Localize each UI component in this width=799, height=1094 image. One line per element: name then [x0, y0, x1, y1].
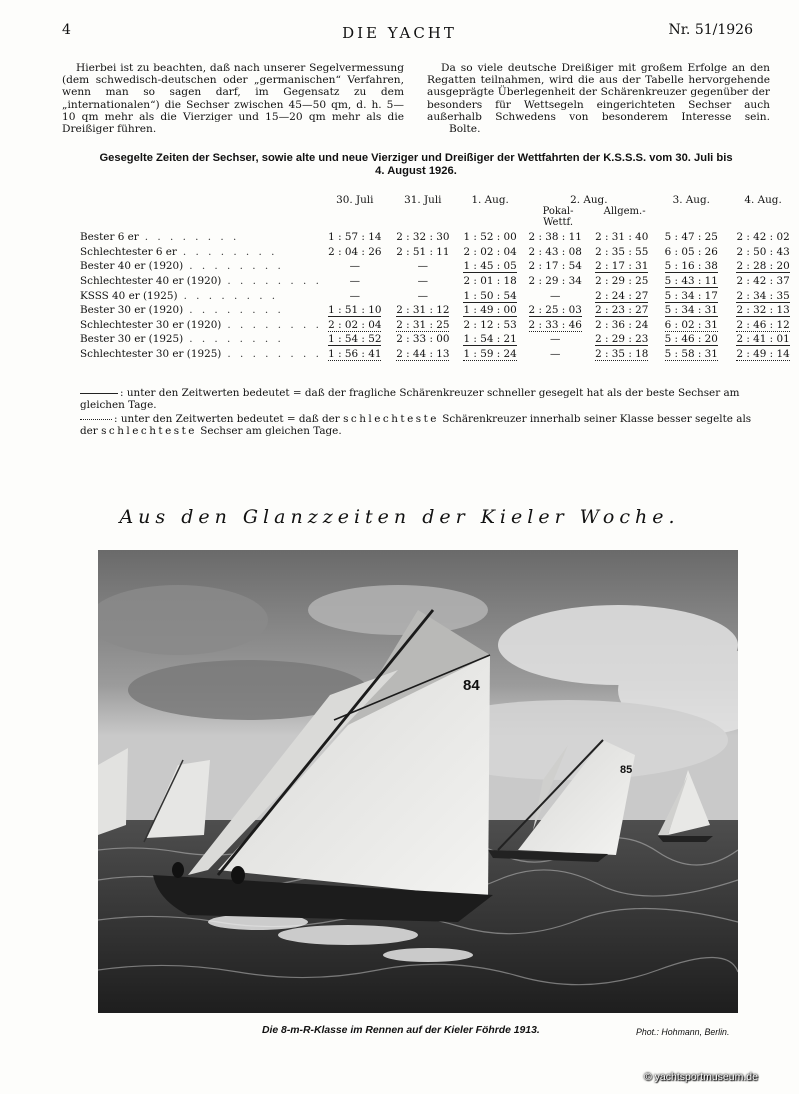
- table-row: [80, 259, 799, 274]
- sail-number-85: 85: [620, 764, 633, 776]
- time-value: 2 : 17 : 31: [595, 260, 649, 273]
- photo-caption: Die 8-m-R-Klasse im Rennen auf der Kieler Föhrde 1913.: [262, 1025, 540, 1036]
- time-cell: [322, 318, 388, 333]
- row-label: [80, 259, 322, 274]
- time-value: 2 : 38 : 11: [528, 231, 582, 244]
- legend-note-underline-text: unter den Zeitwerten bedeutet = daß der fragliche Schärenkreuzer schneller gesegelt hat als der beste Sechser am gleichen Tage.: [80, 387, 740, 411]
- time-cell: [588, 259, 655, 274]
- header-allgem: Allgem.-: [603, 206, 646, 217]
- header-2-aug-label: 2. Aug.: [570, 194, 608, 206]
- crew-member: [172, 862, 184, 878]
- time-value: 2 : 12 : 53: [463, 318, 517, 331]
- time-cell: [388, 245, 458, 260]
- solid-underline-sample: [80, 393, 118, 394]
- sail-number-84: 84: [463, 677, 480, 694]
- time-value: 1 : 57 : 14: [328, 231, 382, 244]
- author-signature: Bolte.: [449, 123, 481, 136]
- time-value: 2 : 50 : 43: [736, 245, 790, 258]
- time-cell: [458, 230, 522, 245]
- time-value: 2 : 23 : 27: [595, 304, 649, 317]
- row-label-text: Schlechtester 40 er (1920): [80, 275, 222, 288]
- time-value: 5 : 46 : 20: [664, 333, 718, 346]
- table-title: [60, 152, 772, 178]
- time-cell: [388, 332, 458, 347]
- time-value: 2 : 42 : 02: [736, 231, 790, 244]
- row-label: [80, 230, 322, 245]
- time-cell: [458, 245, 522, 260]
- time-value: 2 : 35 : 18: [595, 348, 649, 361]
- time-value: 5 : 34 : 31: [664, 304, 718, 317]
- time-value: 1 : 51 : 10: [328, 304, 382, 317]
- time-cell: [727, 318, 799, 333]
- table-row: [80, 230, 799, 245]
- time-cell: [458, 332, 522, 347]
- time-value: 1 : 50 : 54: [463, 289, 517, 302]
- time-cell: [388, 303, 458, 318]
- header-2-aug: [522, 194, 655, 230]
- table-row: [80, 332, 799, 347]
- row-label: [80, 288, 322, 303]
- row-label-text: KSSS 40 er (1925): [80, 289, 178, 302]
- legend-note-dotted: : unter den Zeitwerten bedeutet = daß der schlechteste Schärenkreuzer innerhalb seiner Klasse besser segelte als der schlechteste Sechser am gleichen Tage.: [80, 413, 752, 437]
- row-label-text: Bester 30 er (1920): [80, 304, 184, 317]
- row-label-text: Bester 30 er (1925): [80, 333, 184, 346]
- time-cell: [655, 274, 727, 289]
- time-cell: [322, 245, 388, 260]
- time-cell: [522, 245, 588, 260]
- time-cell: [727, 288, 799, 303]
- table-row: [80, 274, 799, 289]
- time-value: 1 : 54 : 52: [328, 333, 382, 346]
- time-cell: [727, 245, 799, 260]
- time-value: 1 : 49 : 00: [463, 304, 517, 317]
- time-cell: [322, 230, 388, 245]
- intro-right-paragraph: [427, 62, 770, 135]
- time-value: 2 : 31 : 25: [396, 318, 450, 331]
- time-cell: [388, 318, 458, 333]
- time-value: —: [549, 333, 561, 346]
- time-value: 2 : 02 : 04: [328, 318, 382, 331]
- row-label: [80, 245, 322, 260]
- time-cell: [727, 332, 799, 347]
- time-value: —: [417, 275, 429, 288]
- time-cell: [655, 288, 727, 303]
- leader-dots: . . . . . . . .: [227, 275, 322, 288]
- crew-member: [231, 866, 245, 884]
- time-value: 2 : 29 : 25: [595, 275, 649, 288]
- time-cell: [522, 332, 588, 347]
- row-label: [80, 318, 322, 333]
- time-value: 2 : 36 : 24: [595, 318, 649, 331]
- header-4-aug: 4. Aug.: [744, 194, 782, 206]
- time-cell: [727, 230, 799, 245]
- time-cell: [522, 230, 588, 245]
- time-cell: [655, 347, 727, 362]
- time-cell: [522, 347, 588, 362]
- time-cell: [322, 332, 388, 347]
- time-cell: [727, 303, 799, 318]
- time-value: 1 : 56 : 41: [328, 348, 382, 361]
- intro-right-text: Da so viele deutsche Dreißiger mit großem Erfolge an den Regatten teilnahmen, wird die aus der Tabelle hervorgehende ausgeprägte Überlegenheit der Schärenkreuzer gegenüber der besonders für Wettsegeln eingerichteten Sechser auch außerhalb Schwedens von besonderem Interesse sein.: [427, 62, 770, 123]
- time-cell: [655, 230, 727, 245]
- table-title-line2: 4. August 1926.: [375, 165, 457, 177]
- table-title-line1: Gesegelte Zeiten der Sechser, sowie alte und neue Vierziger und Dreißiger der Wettfahrten der K.S.S.S. vom 30. Juli bis: [99, 152, 733, 164]
- table-row: [80, 318, 799, 333]
- time-value: 2 : 35 : 55: [595, 245, 649, 258]
- row-label: [80, 347, 322, 362]
- header-3-aug: 3. Aug.: [672, 194, 710, 206]
- time-cell: [727, 274, 799, 289]
- time-value: 2 : 17 : 54: [528, 260, 582, 273]
- time-value: 2 : 51 : 11: [396, 245, 450, 258]
- time-value: —: [549, 289, 561, 302]
- time-value: 6 : 02 : 31: [664, 318, 718, 331]
- leader-dots: . . . . . . . .: [189, 260, 284, 273]
- time-value: 2 : 32 : 13: [736, 304, 790, 317]
- leader-dots: . . . . . . . .: [227, 318, 322, 331]
- time-cell: [727, 259, 799, 274]
- time-cell: [458, 303, 522, 318]
- time-cell: [522, 259, 588, 274]
- time-cell: [588, 274, 655, 289]
- time-cell: [458, 274, 522, 289]
- race-times-table: [80, 194, 799, 361]
- time-value: 2 : 25 : 03: [528, 304, 582, 317]
- time-cell: [388, 274, 458, 289]
- time-cell: [322, 347, 388, 362]
- sailing-photo: [98, 550, 738, 1013]
- time-cell: [588, 230, 655, 245]
- time-value: —: [349, 260, 360, 273]
- time-value: 5 : 47 : 25: [664, 231, 718, 244]
- copyright-watermark: © yachtsportmuseum.de: [644, 1071, 758, 1083]
- time-cell: [588, 318, 655, 333]
- table-row: [80, 347, 799, 362]
- time-cell: [655, 303, 727, 318]
- time-cell: [655, 332, 727, 347]
- time-cell: [458, 347, 522, 362]
- leader-dots: . . . . . . . .: [189, 333, 284, 346]
- time-value: —: [549, 348, 561, 361]
- time-value: 2 : 24 : 27: [595, 289, 649, 302]
- time-value: 2 : 32 : 30: [396, 231, 450, 244]
- time-value: 1 : 54 : 21: [463, 333, 517, 346]
- section-title: Aus den Glanzzeiten der Kieler Woche.: [119, 506, 680, 528]
- page-number: 4: [62, 22, 71, 38]
- time-value: —: [349, 275, 360, 288]
- time-value: 5 : 58 : 31: [664, 348, 718, 361]
- row-label-text: Schlechtester 30 er (1925): [80, 348, 222, 361]
- time-cell: [588, 288, 655, 303]
- time-cell: [655, 245, 727, 260]
- time-cell: [588, 303, 655, 318]
- time-value: 2 : 34 : 35: [736, 289, 790, 302]
- time-value: 2 : 02 : 04: [463, 245, 517, 258]
- intro-left-paragraph: Hierbei ist zu beachten, daß nach unserer Segelvermessung (dem schwedisch-deutschen oder „germanischen“ Verfahren, wenn man so sagen darf, im Gegensatz zu dem „internationalen“) die Sechser zwischen 45—50 qm, d. h. 5—10 qm mehr als die Vierziger und 15—20 qm mehr als die Dreißiger führen.: [62, 62, 404, 136]
- header-1-aug: 1. Aug.: [471, 194, 509, 206]
- time-value: 5 : 34 : 17: [664, 289, 718, 302]
- time-cell: [458, 318, 522, 333]
- time-value: 2 : 49 : 14: [736, 348, 790, 361]
- time-cell: [522, 288, 588, 303]
- journal-title: DIE YACHT: [342, 24, 457, 42]
- time-value: 2 : 29 : 34: [528, 275, 582, 288]
- time-value: 2 : 33 : 46: [528, 318, 582, 331]
- time-cell: [588, 347, 655, 362]
- leader-dots: . . . . . . . .: [182, 245, 278, 258]
- time-cell: [522, 303, 588, 318]
- time-value: 2 : 44 : 13: [396, 348, 450, 361]
- time-cell: [322, 274, 388, 289]
- time-cell: [458, 288, 522, 303]
- time-value: 2 : 01 : 18: [463, 275, 517, 288]
- issue-number: Nr. 51/1926: [668, 22, 753, 38]
- time-value: 2 : 29 : 23: [595, 333, 649, 346]
- row-label-text: Schlechtester 6 er: [80, 245, 177, 258]
- dotted-underline-sample: [80, 419, 112, 420]
- row-label: [80, 303, 322, 318]
- time-value: 5 : 16 : 38: [664, 260, 718, 273]
- leader-dots: . . . . . . . .: [183, 289, 279, 302]
- time-cell: [727, 347, 799, 362]
- row-label: [80, 332, 322, 347]
- header-pokal-wettf: Pokal-Wettf.: [542, 206, 574, 228]
- time-value: 1 : 52 : 00: [463, 231, 517, 244]
- time-cell: [322, 288, 388, 303]
- time-value: 1 : 59 : 24: [463, 348, 517, 361]
- time-value: 5 : 43 : 11: [664, 275, 718, 288]
- row-label-text: Bester 6 er: [80, 231, 139, 244]
- leader-dots: . . . . . . . .: [144, 231, 240, 244]
- time-cell: [388, 230, 458, 245]
- table-row: [80, 245, 799, 260]
- time-value: —: [349, 289, 360, 302]
- row-label-text: Schlechtester 30 er (1920): [80, 318, 222, 331]
- time-cell: [655, 259, 727, 274]
- table-row: [80, 288, 799, 303]
- time-value: 2 : 28 : 20: [736, 260, 790, 273]
- time-value: 2 : 33 : 00: [396, 333, 450, 346]
- leader-dots: . . . . . . . .: [227, 348, 322, 361]
- header-30-juli: 30. Juli: [336, 194, 374, 206]
- table-body: [80, 230, 799, 361]
- time-cell: [458, 259, 522, 274]
- leader-dots: . . . . . . . .: [189, 304, 284, 317]
- time-cell: [588, 332, 655, 347]
- table-row: [80, 303, 799, 318]
- time-cell: [322, 259, 388, 274]
- time-cell: [588, 245, 655, 260]
- row-label-text: Bester 40 er (1920): [80, 260, 184, 273]
- time-value: 2 : 42 : 37: [736, 275, 790, 288]
- legend-note-underline: : unter den Zeitwerten bedeutet = daß der fragliche Schärenkreuzer schneller gesegelt hat als der beste Sechser am gleichen Tage.: [80, 387, 740, 411]
- time-cell: [522, 318, 588, 333]
- time-value: —: [417, 289, 429, 302]
- time-value: 2 : 31 : 40: [595, 231, 649, 244]
- time-value: 2 : 43 : 08: [528, 245, 582, 258]
- time-value: 2 : 04 : 26: [328, 245, 382, 258]
- time-cell: [522, 274, 588, 289]
- row-label: [80, 274, 322, 289]
- time-cell: [388, 347, 458, 362]
- time-cell: [322, 303, 388, 318]
- time-value: 6 : 05 : 26: [664, 245, 718, 258]
- time-value: —: [417, 260, 429, 273]
- header-label-column: [80, 194, 322, 230]
- time-value: 1 : 45 : 05: [463, 260, 517, 273]
- time-cell: [388, 259, 458, 274]
- time-value: 2 : 46 : 12: [736, 318, 790, 331]
- time-cell: [388, 288, 458, 303]
- photo-credit: Phot.: Hohmann, Berlin.: [636, 1027, 730, 1037]
- time-value: 2 : 31 : 12: [396, 304, 450, 317]
- time-value: 2 : 41 : 01: [736, 333, 790, 346]
- table-header-row: [80, 194, 799, 230]
- time-cell: [655, 318, 727, 333]
- header-31-juli: 31. Juli: [404, 194, 442, 206]
